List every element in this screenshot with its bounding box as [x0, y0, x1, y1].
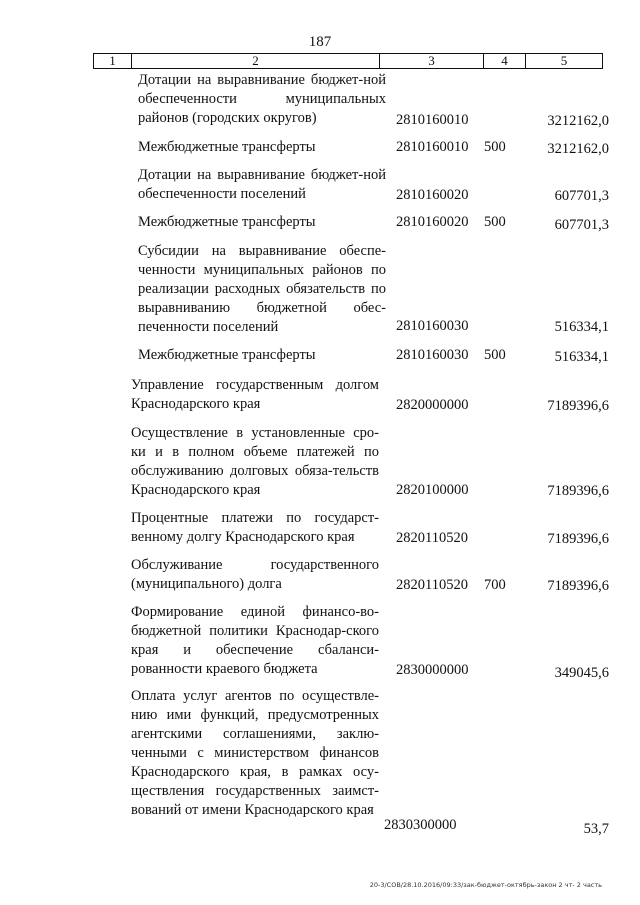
row-code: 2810160010	[396, 112, 469, 128]
row-amount: 53,7	[583, 821, 609, 837]
row-name: Процентные платежи по государст-венному долгу Краснодарского края	[131, 510, 379, 545]
row-amount: 349045,6	[554, 665, 609, 681]
row-code: 2830300000	[384, 817, 457, 833]
row-amount: 7189396,6	[547, 483, 609, 499]
header-col-4: 4	[484, 54, 526, 68]
header-col-5: 5	[560, 53, 568, 68]
row-code: 2820110520	[396, 530, 468, 546]
row-code: 2830000000	[396, 662, 469, 678]
row-type: 500	[484, 139, 506, 155]
row-name: Формирование единой финансо-во-бюджетной политики Краснодар-ского края и обеспечение сбаланси-рованности краевого бюджета	[131, 604, 379, 677]
row-code: 2810160010	[396, 139, 469, 155]
row-name: Дотации на выравнивание бюджет-ной обеспеченности муниципальных районов (городских округов)	[138, 72, 386, 126]
row-code: 2820100000	[396, 482, 469, 498]
row-code: 2820000000	[396, 397, 469, 413]
row-name: Субсидии на выравнивание обеспе-ченности муниципальных районов по реализации расходных обязательств по выравниванию бюджетной обес-печенности поселений	[138, 243, 386, 335]
row-amount: 7189396,6	[547, 578, 609, 594]
row-amount: 3212162,0	[547, 113, 609, 129]
table-header	[93, 53, 603, 69]
row-name: Управление государственным долгом Краснодарского края	[131, 377, 379, 412]
row-amount: 516334,1	[554, 319, 609, 335]
row-code: 2810160030	[396, 347, 469, 363]
row-name: Осуществление в установленные сро-ки и в полном объеме платежей по обслуживанию долговых обяза-тельств Краснодарского края	[131, 425, 379, 498]
row-name: Обслуживание государственного (муниципального) долга	[131, 557, 379, 592]
row-amount: 516334,1	[554, 349, 609, 365]
page-number: 187	[308, 34, 332, 50]
row-code: 2810160020	[396, 214, 469, 230]
row-name: Межбюджетные трансферты	[138, 214, 316, 230]
row-code: 2810160030	[396, 318, 469, 334]
row-type: 500	[484, 347, 506, 363]
footer-stamp: 20-3/СОВ/28.10.2016/09:33/зак-бюджет-октябрь-закон 2 чт- 2 часть	[369, 881, 602, 889]
row-code: 2820110520	[396, 577, 468, 593]
row-name: Межбюджетные трансферты	[138, 347, 316, 363]
row-amount: 3212162,0	[547, 141, 609, 157]
row-amount: 607701,3	[554, 217, 609, 233]
header-col-2: 2	[132, 54, 380, 68]
header-col-1: 1	[94, 54, 132, 68]
row-type: 700	[484, 577, 506, 593]
row-type: 500	[484, 214, 506, 230]
row-amount: 7189396,6	[547, 398, 609, 414]
row-name: Оплата услуг агентов по осуществле-нию ими функций, предусмотренных агентскими соглашениями, заклю-ченными с министерством финансов Краснодарского края, в рамках осу-ществления государственных заимст-вований от имени Краснодарского края	[131, 688, 379, 818]
header-col-3: 3	[380, 54, 484, 68]
row-name: Межбюджетные трансферты	[138, 139, 316, 155]
row-name: Дотации на выравнивание бюджет-ной обеспеченности поселений	[138, 167, 386, 202]
row-code: 2810160020	[396, 187, 469, 203]
row-amount: 7189396,6	[547, 531, 609, 547]
row-amount: 607701,3	[554, 188, 609, 204]
